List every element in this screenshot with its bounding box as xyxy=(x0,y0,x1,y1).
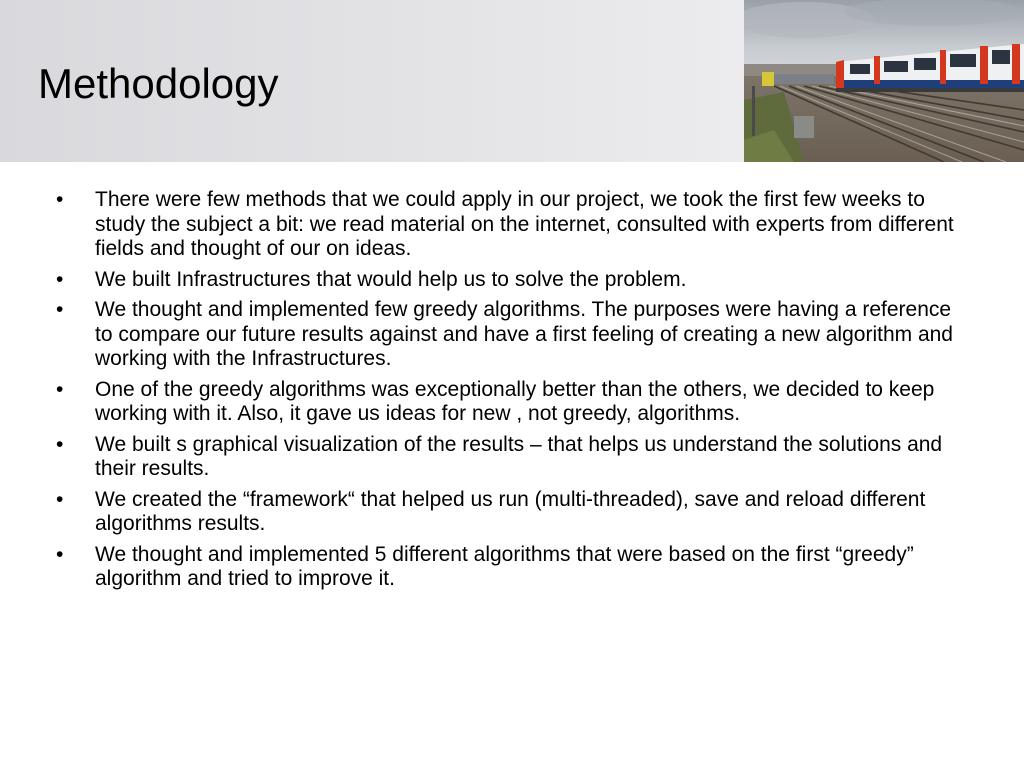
bullet-item xyxy=(52,433,972,482)
bullet-dot: • xyxy=(56,267,64,291)
bullet-item xyxy=(52,268,972,293)
bullet-text: There were few methods that we could apply in our project, we took the first few weeks to study the subject a bit: we read material on the internet, consulted with experts from different fields and thought of our on ideas. xyxy=(95,188,954,260)
bullet-text: We built s graphical visualization of the results – that helps us understand the solutions and their results. xyxy=(95,432,943,480)
bullet-dot: • xyxy=(56,542,64,566)
bullet-item xyxy=(52,188,972,262)
bullet-text: We built Infrastructures that would help us to solve the problem. xyxy=(95,267,687,291)
train-photo xyxy=(744,0,1024,162)
bullet-text: One of the greedy algorithms was exceptionally better than the others, we decided to keep working with it. Also, it gave us ideas for new , not greedy, algorithms. xyxy=(95,377,935,425)
bullet-list xyxy=(52,188,972,598)
bullet-text: We thought and implemented few greedy algorithms. The purposes were having a reference to compare our future results against and have a first feeling of creating a new algorithm and working with the Infrastructures. xyxy=(95,298,953,370)
bullet-dot: • xyxy=(56,188,64,211)
bullet-item xyxy=(52,488,972,537)
bullet-dot: • xyxy=(56,377,64,401)
bullet-item xyxy=(52,543,972,592)
bullet-item xyxy=(52,298,972,372)
bullet-text: We created the “framework“ that helped us run (multi-threaded), save and reload different algorithms results. xyxy=(95,487,926,535)
bullet-dot: • xyxy=(56,298,64,321)
bullet-text: We thought and implemented 5 different algorithms that were based on the first “greedy” algorithm and tried to improve it. xyxy=(95,542,914,590)
bullet-item xyxy=(52,378,972,427)
bullet-dot: • xyxy=(56,432,64,456)
slide-title: Methodology xyxy=(38,60,279,107)
bullet-dot: • xyxy=(56,487,64,511)
